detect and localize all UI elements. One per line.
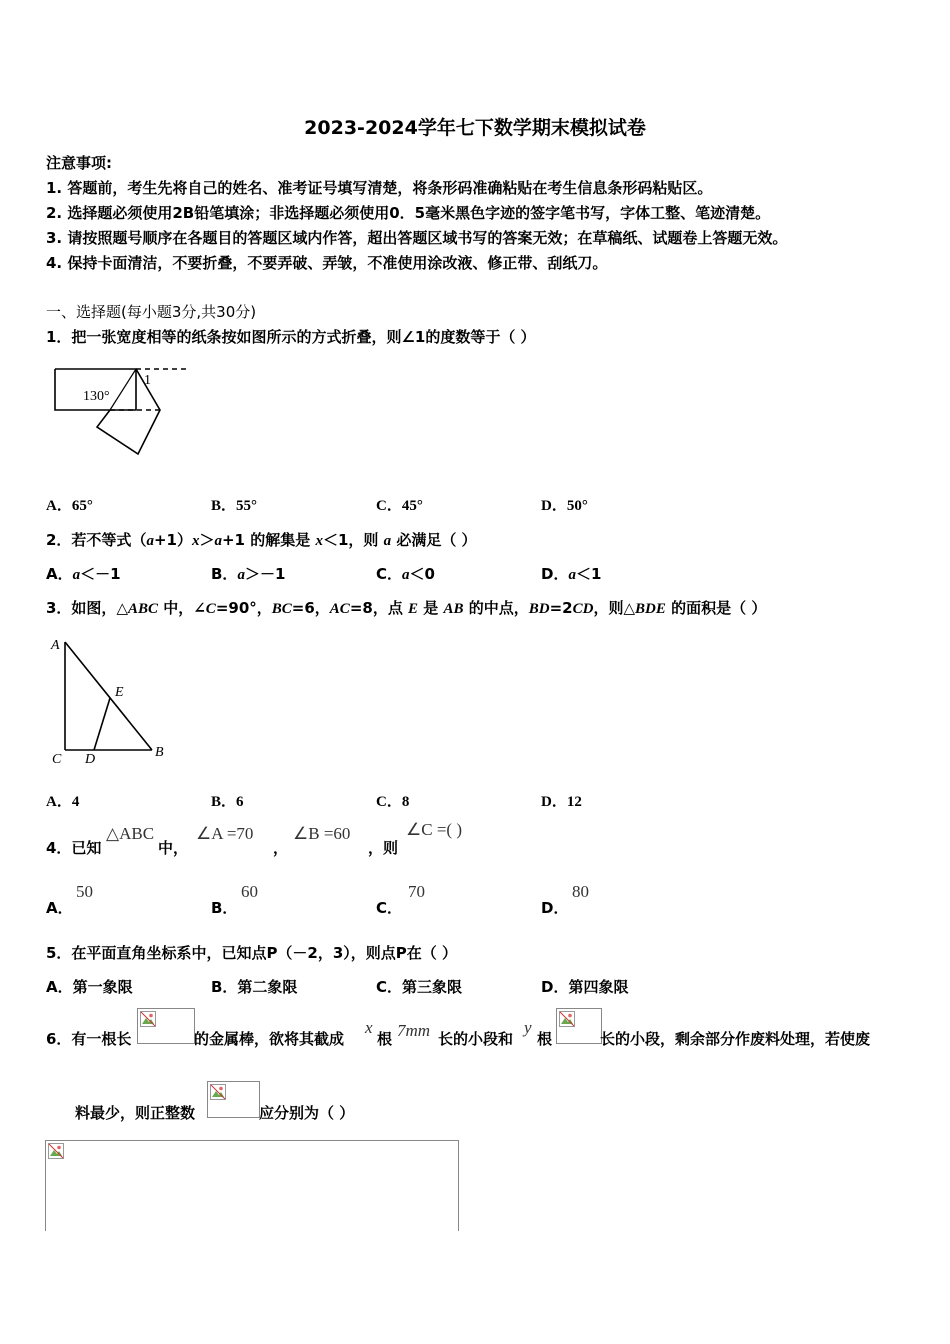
broken-image-icon xyxy=(210,1084,226,1100)
q4-option-c-value: 70 xyxy=(408,882,425,901)
q4-mid2: ，则 xyxy=(368,839,399,857)
vertex-e-label: E xyxy=(115,685,124,700)
notice-item: 4. 保持卡面清洁，不要折叠，不要弄破、弄皱，不准使用涂改液、修正带、刮纸刀。 xyxy=(46,254,608,272)
broken-image-placeholder-large xyxy=(45,1140,459,1231)
q5-option-c: C．第三象限 xyxy=(376,978,463,996)
q4-option-b-letter: B． xyxy=(211,899,238,917)
q6-part2: 的金属棒，欲将其截成 xyxy=(194,1030,345,1048)
q4-option-d-letter: D． xyxy=(541,899,569,917)
q5-option-a: A．第一象限 xyxy=(46,978,133,996)
q1-option-a: A．65° xyxy=(46,498,93,514)
q6-var-y: y xyxy=(524,1018,532,1037)
q4-option-b-value: 60 xyxy=(241,882,258,901)
q6-part6: 长的小段，剩余部分作废料处理，若使废 xyxy=(600,1030,871,1048)
q2-option-b: B．a＞－1 xyxy=(211,565,286,583)
q6-part4: 长的小段和 xyxy=(438,1030,514,1048)
q2-stem: 2．若不等式（a+1）x＞a+1 的解集是 x＜1，则 a 必满足（ ） xyxy=(46,531,477,549)
q4-angle-a: ∠A =70 xyxy=(196,824,254,843)
q1-option-b: B．55° xyxy=(211,498,258,514)
q4-option-a-value: 50 xyxy=(76,882,93,901)
q1-option-c: C．45° xyxy=(376,498,423,514)
vertex-b-label: B xyxy=(155,745,164,760)
broken-image-icon xyxy=(559,1011,575,1027)
q3-option-c: C．8 xyxy=(376,794,410,810)
vertex-c-label: C xyxy=(52,752,62,767)
q4-prefix: 4．已知 xyxy=(46,839,102,857)
q4-option-c-letter: C． xyxy=(376,899,403,917)
fold-figure xyxy=(48,362,193,460)
q2-option-d: D．a＜1 xyxy=(541,565,602,583)
vertex-a-label: A xyxy=(51,638,60,653)
notice-item: 2. 选择题必须使用2B铅笔填涂；非选择题必须使用0．5毫米黑色字迹的签字笔书写，字体工整、笔迹清楚。 xyxy=(46,204,771,222)
q5-option-d: D．第四象限 xyxy=(541,978,629,996)
q4-triangle-abc: △ABC xyxy=(106,824,155,843)
broken-image-placeholder xyxy=(207,1081,260,1118)
q4-sep: ， xyxy=(273,839,289,857)
page-title: 2023-2024学年七下数学期末模拟试卷 xyxy=(304,117,646,139)
broken-image-placeholder xyxy=(137,1008,195,1044)
q6-var-x: x xyxy=(365,1018,373,1037)
q2-option-c: C．a＜0 xyxy=(376,565,435,583)
q5-option-b: B．第二象限 xyxy=(211,978,298,996)
notice-item: 1. 答题前，考生先将自己的姓名、准考证号填写清楚，将条形码准确粘贴在考生信息条形码粘贴区。 xyxy=(46,179,713,197)
angle-1-label: 1 xyxy=(144,373,151,388)
q3-stem: 3．如图，△ABC 中，∠C=90°，BC=6，AC=8，点 E 是 AB 的中点，BD=2CD，则△BDE 的面积是（ ） xyxy=(46,599,767,617)
q5-stem: 5．在平面直角坐标系中，已知点P（－2，3），则点P在（ ） xyxy=(46,944,458,962)
triangle-figure xyxy=(48,632,178,772)
q4-option-d-value: 80 xyxy=(572,882,589,901)
q6-line2a: 料最少，则正整数 xyxy=(75,1104,196,1122)
broken-image-icon xyxy=(48,1143,64,1159)
vertex-d-label: D xyxy=(85,752,96,767)
section-heading: 一、选择题(每小题3分,共30分) xyxy=(46,303,257,321)
q4-mid1: 中， xyxy=(158,839,189,857)
q6-seven-mm: 7mm xyxy=(397,1021,431,1040)
q1-option-d: D．50° xyxy=(541,498,588,514)
q3-option-a: A．4 xyxy=(46,794,80,810)
q3-option-d: D．12 xyxy=(541,794,582,810)
q6-line2b: 应分别为（ ） xyxy=(259,1104,355,1122)
q6-part5: 根 xyxy=(537,1030,553,1048)
q4-angle-c: ∠C =( ) xyxy=(406,820,462,839)
notice-heading: 注意事项: xyxy=(46,154,112,172)
broken-image-placeholder xyxy=(556,1008,602,1044)
fold-angle-label: 130° xyxy=(83,389,110,404)
q4-angle-b: ∠B =60 xyxy=(293,824,351,843)
q2-option-a: A．a＜－1 xyxy=(46,565,121,583)
notice-item: 3. 请按照题号顺序在各题目的答题区域内作答，超出答题区域书写的答案无效；在草稿纸、试题卷上答题无效。 xyxy=(46,229,788,247)
q6-part3: 根 xyxy=(377,1030,393,1048)
broken-image-icon xyxy=(140,1011,156,1027)
q3-option-b: B．6 xyxy=(211,794,244,810)
q4-option-a-letter: A． xyxy=(46,899,73,917)
q6-part1: 6．有一根长 xyxy=(46,1030,132,1048)
q1-stem: 1．把一张宽度相等的纸条按如图所示的方式折叠，则∠1的度数等于（ ） xyxy=(46,328,536,346)
